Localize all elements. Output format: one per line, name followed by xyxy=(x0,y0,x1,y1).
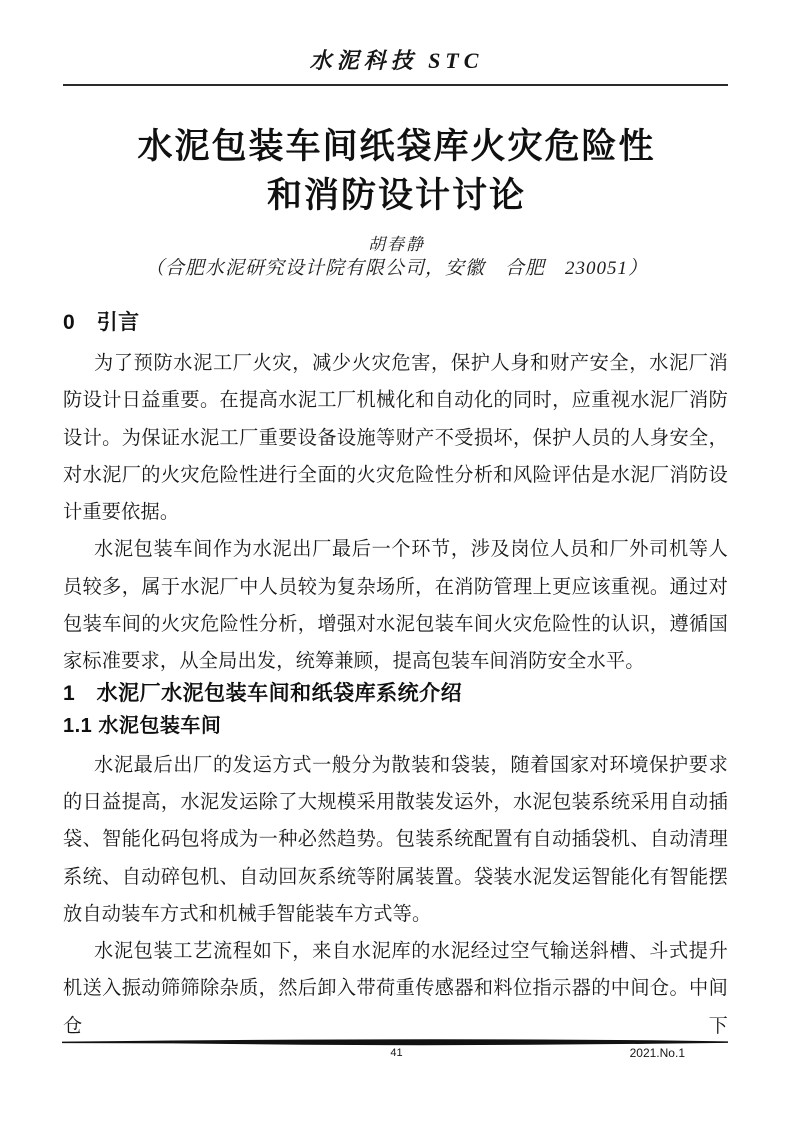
author-name: 胡春静 xyxy=(368,235,425,254)
subsection-heading-packing-workshop: 1.1 水泥包装车间 xyxy=(63,714,222,737)
section-heading-systems-intro: 1 水泥厂水泥包装车间和纸袋库系统介绍 xyxy=(63,681,463,705)
article-title-line-2: 和消防设计讨论 xyxy=(266,176,526,215)
page-number: 41 xyxy=(390,1047,403,1059)
paragraph: 水泥最后出厂的发运方式一般分为散装和袋装，随着国家对环境保护要求的日益提高，水泥发运除了大规模采用散装发运外，水泥包装系统采用自动插袋、智能化码包将成为一种必然趋势。包装系统配置有自动插袋机、自动清理系统、自动碎包机、自动回灰系统等附属装置。袋装水泥发运智能化有智能摆放自动装车方式和机械手智能装车方式等。 xyxy=(63,754,728,925)
article-title-line-1: 水泥包装车间纸袋库火灾危险性 xyxy=(137,127,656,166)
journal-header: 水泥科技 STC xyxy=(309,48,484,73)
header-rule xyxy=(63,84,728,86)
paragraph: 水泥包装车间作为水泥出厂最后一个环节，涉及岗位人员和厂外司机等人员较多，属于水泥厂中人员较为复杂场所，在消防管理上更应该重视。通过对包装车间的火灾危险性分析，增强对水泥包装车间火灾危险性的认识，遵循国家标准要求，从全局出发，统筹兼顾，提高包装车间消防安全水平。 xyxy=(63,539,728,673)
paragraph: 为了预防水泥工厂火灾，减少火灾危害，保护人身和财产安全，水泥厂消防设计日益重要。在提高水泥工厂机械化和自动化的同时，应重视水泥厂消防设计。为保证水泥工厂重要设备设施等财产不受损坏，保护人员的人身安全，对水泥厂的火灾危险性进行全面的火灾危险性分析和风险评估是水泥厂消防设计重要依据。 xyxy=(63,353,728,524)
paragraph: 水泥包装工艺流程如下，来自水泥库的水泥经过空气输送斜槽、斗式提升机送入振动筛筛除杂质，然后卸入带荷重传感器和料位指示器的中间仓。中间仓下 xyxy=(63,941,728,1037)
article-title xyxy=(0,122,793,220)
section-heading-introduction: 0 引言 xyxy=(63,311,140,334)
footer-rule xyxy=(62,1039,728,1046)
article-body xyxy=(63,310,728,1045)
issue-number: 2021.No.1 xyxy=(629,1046,685,1060)
author-affiliation: （合肥水泥研究设计院有限公司，安徽 合肥 230051） xyxy=(144,258,648,279)
